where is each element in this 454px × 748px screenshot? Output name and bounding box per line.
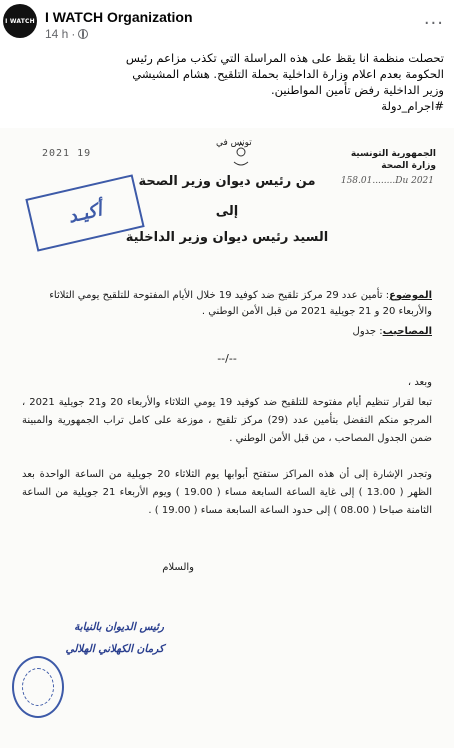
subject-label: الموضوع <box>389 290 432 301</box>
more-options-icon[interactable]: ··· <box>423 13 444 34</box>
republic-label: الجمهورية التونسية <box>350 149 436 159</box>
letter-separator: --/-- <box>217 352 237 365</box>
republic-emblem-icon <box>230 142 252 172</box>
post-photo[interactable] <box>0 128 454 748</box>
post-meta <box>45 27 88 41</box>
ministry-label: وزارة الصحة <box>381 161 436 171</box>
caption-line-3: وزير الداخلية رفض تأمين المواطنين. <box>271 83 444 97</box>
letterhead <box>351 148 436 172</box>
ministry-seal <box>12 656 64 718</box>
page-name-link[interactable]: I WATCH Organization <box>45 9 193 25</box>
letter-attachment <box>353 326 432 337</box>
globe-icon <box>78 29 88 39</box>
post-caption <box>4 50 444 114</box>
handwritten-reference: 158.01........Du 2021 <box>340 176 434 186</box>
letter-paragraph-2: وتجدر الإشارة إلى أن هذه المراكز ستفتح أبوابها يوم الثلاثاء 20 جويلية من الساعة الواحدة بعد الظهر ( 13.00 ) إلى غاية الساعة السابعة مساء ( 19.00 ) ويوم الأربعاء 21 جويلية من الساعة الثامنة صباحا ( 08.00 ) إلى حدود الساعة السابعة مساء ( 19.00 ) . <box>22 469 432 516</box>
hashtag-link[interactable]: #اجرام_دولة <box>381 99 444 113</box>
stamp-text: أكيـد <box>66 198 104 228</box>
attachment-text: : جدول <box>352 326 383 337</box>
caption-line-1: تحصلت منظمة انا يقظ على هذه المراسلة التي تكذب مزاعم رئيس <box>125 51 444 65</box>
letter-subject <box>22 288 432 320</box>
letter-paragraph-1: تبعا لقرار تنظيم أيام مفتوحة للتلقيح ضد كوفيد 19 يومي الثلاثاء والأربعاء 20 و21 جويلية 2021 ، المرجو منكم التفضل بتأمين عدد (29) مركز تلقيح ، موزعة على كامل تراب الجمهورية والمبينة ضمن الجدول المصاحب ، من قبل الأمن الوطني . <box>22 397 432 444</box>
signature-title: رئيس الديوان بالنيابة <box>74 621 164 633</box>
post-time[interactable]: 14 h <box>45 27 69 41</box>
attachment-label: المصاحيب <box>382 326 432 337</box>
letter-to: السيد رئيس ديوان وزير الداخلية <box>125 230 329 245</box>
signature-block <box>65 616 164 660</box>
post-header <box>0 0 454 44</box>
place-label: تونس في <box>216 138 252 148</box>
page-avatar[interactable] <box>3 4 37 38</box>
letter-closing: والسلام <box>162 562 194 573</box>
letter-to-prefix: إلى <box>215 204 239 219</box>
letter-from: من رئيس ديوان وزير الصحة <box>138 174 316 189</box>
signature-name: كرمان الكهلاني الهلالي <box>65 643 164 655</box>
official-letter <box>0 128 454 748</box>
caption-line-2: الحكومة بعدم اعلام وزارة الداخلية بحملة التلقيح. هشام المشيشي <box>132 67 444 81</box>
letter-opening: وبعد ، <box>407 377 432 388</box>
subject-text: : تأمين عدد 29 مركز تلقيح ضد كوفيد 19 خلال الأيام المفتوحة للتلقيح يومي الثلاثاء والأربعاء 20 و 21 جويلية 2021 من قبل الأمن الوطني . <box>49 290 432 317</box>
meta-separator: · <box>71 27 76 41</box>
avatar-logo-text: I WATCH <box>5 17 35 25</box>
date-stamp: 2021 19 <box>42 148 92 159</box>
